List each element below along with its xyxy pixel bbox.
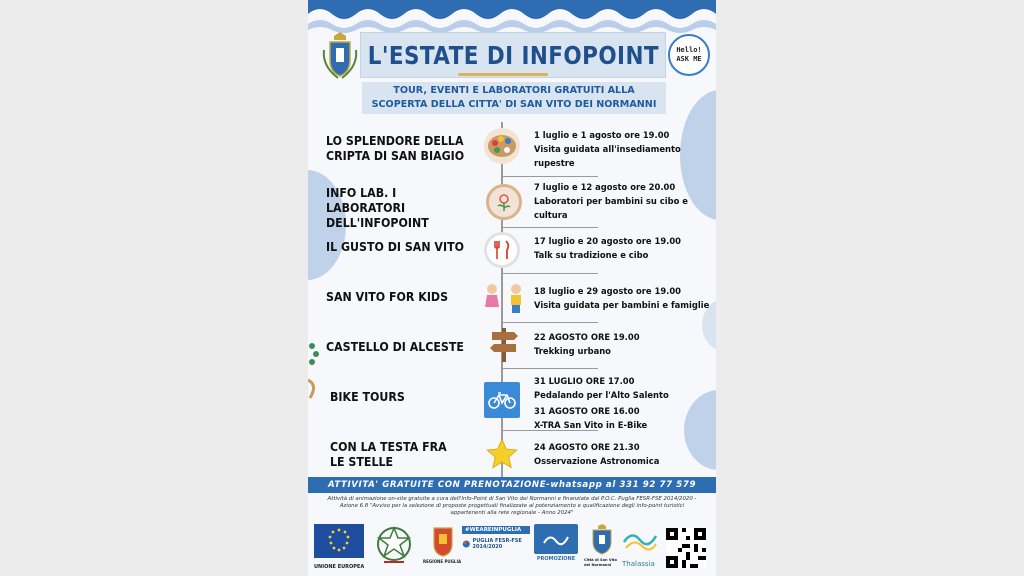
timeline-separator <box>502 273 598 274</box>
subtitle-panel <box>362 82 666 114</box>
thalassia-label: Thalassia <box>622 560 655 568</box>
event-name: CASTELLO DI ALCESTE <box>326 340 464 354</box>
event-name: SAN VITO FOR KIDS <box>326 290 449 304</box>
bicycle-icon <box>484 382 520 418</box>
timeline-separator <box>502 176 598 177</box>
event-name: LO SPLENDORE DELLA CRIPTA DI SAN BIAGIO <box>326 134 465 163</box>
title-panel <box>360 32 666 78</box>
qr-code-icon <box>666 528 706 568</box>
event-name: IL GUSTO DI SAN VITO <box>326 240 464 254</box>
signpost-icon <box>486 326 522 362</box>
hello-ask-me-badge <box>668 34 710 76</box>
timeline-separator <box>502 227 598 228</box>
event-detail: 22 AGOSTO ORE 19.00 Trekking urbano <box>534 332 640 356</box>
regione-label: REGIONE PUGLIA <box>423 559 462 564</box>
citta-label: Città di San Vito dei Normanni <box>584 558 617 567</box>
leaf-decoration-icon <box>308 340 322 400</box>
event-detail: 17 luglio e 20 agosto ore 19.00 Talk su tradizione e cibo <box>534 236 682 260</box>
subtitle-line1: TOUR, EVENTI E LABORATORI GRATUITI ALLA <box>393 85 635 96</box>
event-name: BIKE TOURS <box>330 390 405 404</box>
eu-flag-icon <box>314 524 364 560</box>
eu-label: UNIONE EUROPEA <box>314 564 365 570</box>
thalassia-logo-icon <box>620 524 660 554</box>
title-underline <box>458 73 548 76</box>
page-title: L'ESTATE DI INFOPOINT <box>367 40 659 70</box>
plate-cutlery-icon <box>484 232 520 268</box>
event-poster <box>308 0 716 576</box>
embroidery-hoop-icon <box>486 184 522 220</box>
san-vito-crest-icon <box>590 524 614 556</box>
pugliapromozione-logo <box>534 524 578 570</box>
palette-icon <box>484 128 520 164</box>
timeline-separator <box>502 368 598 369</box>
subtitle-line2: SCOPERTA DELLA CITTA' DI SAN VITO DEI NORMANNI <box>371 99 657 110</box>
promozione-label: PROMOZIONE <box>536 556 576 562</box>
event-name: INFO LAB. I LABORATORI DELL'INFOPOINT <box>326 186 429 230</box>
bubble-text-line2: ASK ME <box>676 55 702 63</box>
regione-puglia-crest-icon <box>430 524 456 558</box>
event-name: CON LA TESTA FRA LE STELLE <box>330 440 447 469</box>
timeline-separator <box>502 322 598 323</box>
puglia-fesr-logo <box>462 526 530 572</box>
event-detail: 18 luglio e 29 agosto ore 19.00 Visita guidata per bambini e famiglie <box>534 286 710 310</box>
puglia-dot-icon <box>462 538 471 550</box>
hashtag-badge: #WEAREINPUGLIA <box>462 526 530 534</box>
event-detail: 31 LUGLIO ORE 17.00 Pedalando per l'Alto Salento 31 AGOSTO ORE 16.00 X-TRA San Vito in E-Bike <box>534 376 669 430</box>
event-detail: 7 luglio e 12 agosto ore 20.00 Laboratori per bambini su cibo e cultura <box>534 182 688 220</box>
booking-banner: ATTIVITA' GRATUITE CON PRENOTAZIONE-whatsapp al 331 92 77 579 <box>308 477 716 493</box>
event-detail: 1 luglio e 1 agosto ore 19.00 Visita guidata all'insediamento rupestre <box>534 130 681 168</box>
event-detail: 24 AGOSTO ORE 21.30 Osservazione Astronomica <box>534 442 660 466</box>
star-icon <box>484 436 520 472</box>
puglia-fesr-label: PUGLIA FESR-FSE 2014/2020 <box>472 538 522 550</box>
pugliapromozione-mark-icon <box>534 524 578 554</box>
italian-emblem-icon <box>374 524 414 568</box>
bubble-text-line1: Hello! <box>676 46 702 54</box>
funding-disclaimer: Attività di animazione on-site gratuite a cura dell'Info-Point di San Vito dei Normanni e finanziate dal P.O.C. Puglia FESR-FSE 2014/2020 - Azione 6.8 "Avviso per la selezione di proposte progettuali finalizzate al potenziamento e qualificazione degli info-point turistici appartenenti alla rete regionale - Anno 2024" <box>327 496 697 516</box>
wave-decoration <box>308 0 716 34</box>
kids-icon <box>480 280 528 316</box>
city-crest-icon <box>320 30 360 82</box>
